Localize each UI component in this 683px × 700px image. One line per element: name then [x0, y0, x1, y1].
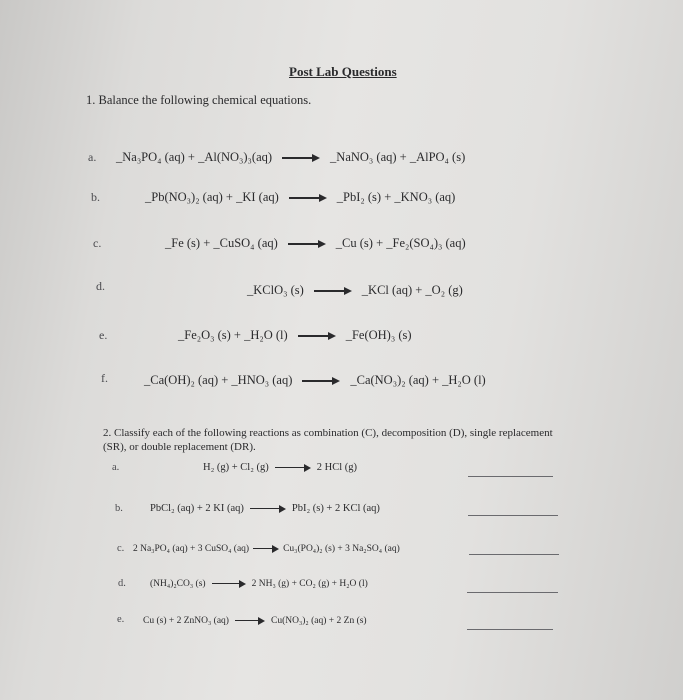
q2-d-products: 2 NH₃ (g) + CO₂ (g) + H₂O (l) — [251, 579, 368, 589]
reaction-arrow-icon — [282, 154, 320, 162]
q1-e-products: _Fe(OH)₃ (s) — [345, 328, 412, 342]
reaction-arrow-icon — [253, 545, 279, 553]
q2-b-label: b. — [115, 503, 123, 514]
q2-d-equation — [150, 579, 368, 589]
question-1-prompt: 1. Balance the following chemical equations. — [86, 93, 312, 107]
q1-f-reactants: _Ca(OH)₂ (aq) + _HNO₃ (aq) — [144, 373, 293, 387]
q2-a-label: a. — [112, 462, 120, 473]
q1-e-reactants: _Fe₂O₃ (s) + _H₂O (l) — [178, 328, 288, 342]
q1-b-label: b. — [91, 190, 100, 204]
reaction-arrow-icon — [298, 332, 336, 340]
q1-f-equation — [144, 373, 486, 388]
q2-b-answer-blank[interactable] — [468, 515, 558, 516]
q1-a-reactants: _Na₃PO₄ (aq) + _Al(NO₃)₃(aq) — [116, 150, 273, 164]
q2-b-products: PbI₂ (s) + 2 KCl (aq) — [291, 503, 380, 514]
q2-a-equation — [203, 462, 357, 473]
reaction-arrow-icon — [302, 377, 340, 385]
q1-a-equation — [116, 150, 465, 165]
q2-e-label: e. — [117, 614, 125, 625]
q2-c-reactants: 2 Na₃PO₄ (aq) + 3 CuSO₄ (aq) — [133, 544, 250, 554]
reaction-arrow-icon — [314, 287, 352, 295]
q1-a-label: a. — [88, 150, 97, 164]
q2-e-products: Cu(NO₃)₂ (aq) + 2 Zn (s) — [270, 616, 367, 626]
q2-a-products: 2 HCl (g) — [316, 462, 357, 473]
question-2-prompt: 2. Classify each of the following reactions as combination (C), decomposition (D), single replacement (SR), or double replacement (DR). — [103, 427, 553, 453]
reaction-arrow-icon — [250, 505, 286, 513]
q1-d-equation — [247, 283, 463, 298]
q1-a-products: _NaNO₃ (aq) + _AlPO₄ (s) — [330, 150, 466, 164]
q2-e-equation — [143, 616, 367, 626]
q2-b-equation — [150, 503, 380, 514]
reaction-arrow-icon — [289, 194, 327, 202]
q1-c-reactants: _Fe (s) + _CuSO₄ (aq) — [165, 236, 278, 250]
q1-b-equation — [145, 190, 455, 205]
q2-c-equation — [133, 544, 400, 554]
q2-d-label: d. — [118, 578, 126, 589]
q2-d-answer-blank[interactable] — [467, 592, 558, 593]
q1-c-label: c. — [93, 236, 102, 250]
q1-d-products: _KCl (aq) + _O₂ (g) — [361, 283, 463, 297]
q1-e-label: e. — [99, 328, 108, 342]
q2-a-answer-blank[interactable] — [468, 476, 553, 477]
reaction-arrow-icon — [235, 617, 265, 625]
q1-d-reactants: _KClO₃ (s) — [247, 283, 304, 297]
q2-c-answer-blank[interactable] — [469, 554, 559, 555]
reaction-arrow-icon — [212, 580, 246, 588]
q1-c-equation — [165, 236, 466, 251]
q1-c-products: _Cu (s) + _Fe₂(SO₄)₃ (aq) — [335, 236, 466, 250]
q2-d-reactants: (NH₄)₂CO₃ (s) — [150, 579, 206, 589]
q1-f-products: _Ca(NO₃)₂ (aq) + _H₂O (l) — [350, 373, 486, 387]
reaction-arrow-icon — [288, 240, 326, 248]
q2-c-products: Cu₃(PO₄)₂ (s) + 3 Na₂SO₄ (aq) — [283, 544, 400, 554]
q2-b-reactants: PbCl₂ (aq) + 2 KI (aq) — [150, 503, 244, 514]
q2-e-reactants: Cu (s) + 2 ZnNO₃ (aq) — [143, 616, 229, 626]
q1-b-products: _PbI₂ (s) + _KNO₃ (aq) — [336, 190, 456, 204]
reaction-arrow-icon — [275, 464, 311, 472]
q1-f-label: f. — [101, 371, 108, 385]
q1-e-equation — [178, 328, 412, 343]
q1-b-reactants: _Pb(NO₃)₂ (aq) + _KI (aq) — [145, 190, 279, 204]
q2-e-answer-blank[interactable] — [467, 629, 553, 630]
q2-a-reactants: H₂ (g) + Cl₂ (g) — [203, 462, 269, 473]
page-title: Post Lab Questions — [289, 64, 397, 79]
q2-c-label: c. — [117, 543, 125, 554]
q1-d-label: d. — [96, 279, 105, 293]
